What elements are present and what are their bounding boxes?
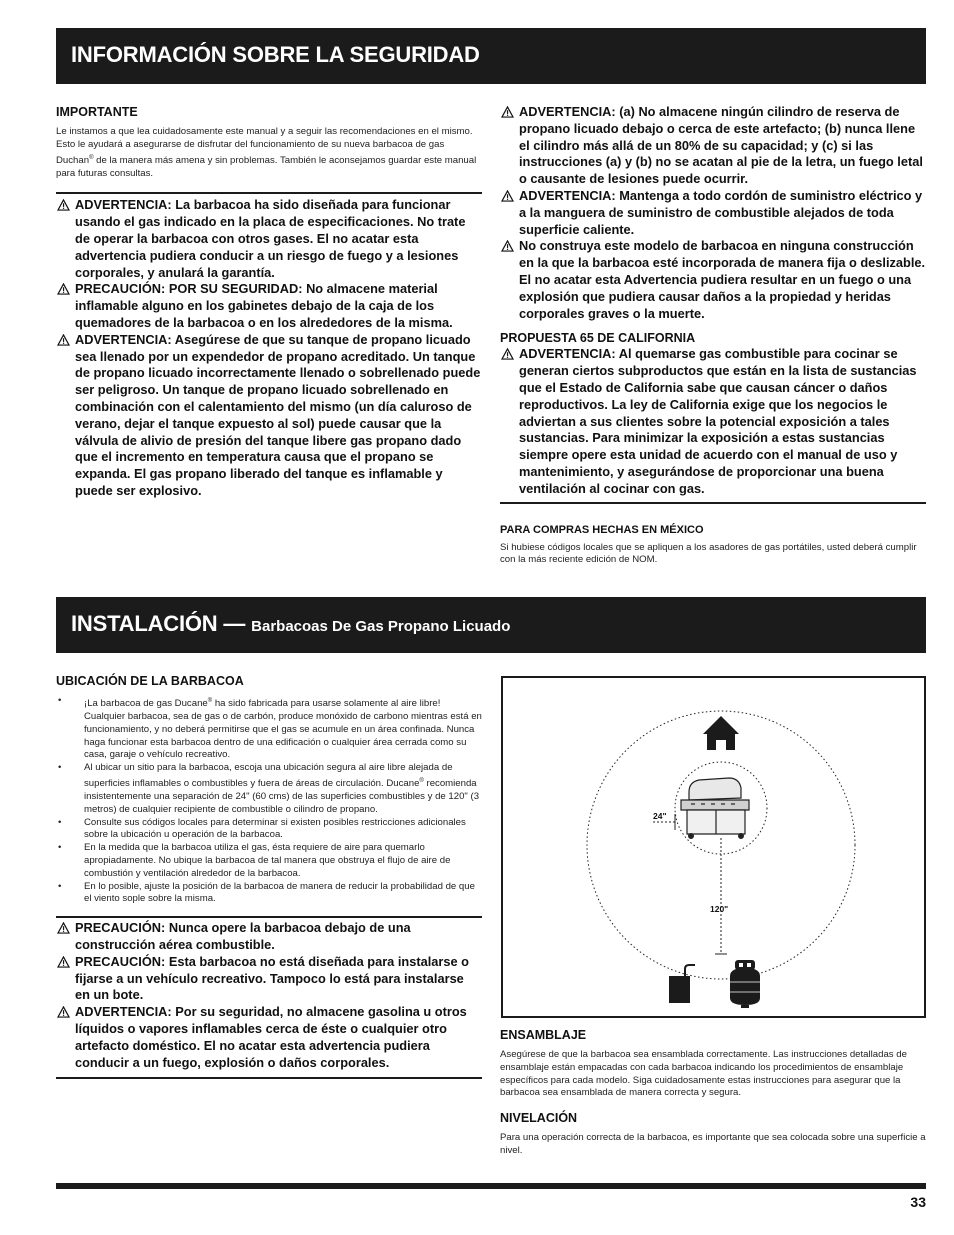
safety-header: [56, 28, 926, 84]
safety-title: INFORMACIÓN SOBRE LA SEGURIDAD: [71, 42, 480, 67]
mexico-text: Si hubiese códigos locales que se apliquen a los asadores de gas portátiles, usted deberá cumplir con la más reciente edición de NOM.: [500, 541, 917, 566]
warning-triangle-icon: [501, 348, 514, 360]
installation-subtitle: Barbacoas De Gas Propano Licuado: [251, 618, 511, 635]
warning-item: ADVERTENCIA: Asegúrese de que su tanque de propano licuado sea llenado por un expendedor de propano acreditado. Un tanque de propano licuado incorrectamente llenado o sobrellenado puede ser peligroso. Un tanque de propano licuado sobrellenado en combinación con el calentamiento del mismo (un día caluroso de verano, dejar el tanque expuesto al sol) puede causar que la válvula de alivio de presión del tanque libere gas propano dado que el incremento en temperatura causa que el propano se expanda. El gas propano liberado del tanque es inflamable y puede ser explosivo.: [56, 332, 482, 500]
installation-title: INSTALACIÓN — Barbacoas De Gas Propano Licuado: [71, 611, 511, 636]
ubicacion-heading: UBICACIÓN DE LA BARBACOA: [56, 674, 244, 688]
label-120: 120": [710, 904, 729, 914]
installation-warnings-rule: [56, 1077, 482, 1079]
warning-item: ADVERTENCIA: (a) No almacene ningún cilindro de reserva de propano licuado debajo o cerca de este artefacto; (b) nunca llene el cilindro más allá de un 80% de su capacidad; y (c) si las instrucciones (a) y (b) no se acatan al pie de la letra, un fuego letal o causante de lesiones puede ocurrir.: [500, 104, 926, 188]
installation-warnings-block: [56, 916, 482, 1071]
left-warnings-block: [56, 192, 482, 499]
importante-text: Le instamos a que lea cuidadosamente este manual y a seguir las recomendaciones en el mismo. Esto le ayudará a asegurarse de disfrutar del funcionamiento de su nueva barbacoa de gas Duchan® de la manera más amena y sin problemas. También le aconsejamos guardar este manual para futuras consultas.: [56, 126, 477, 179]
safety-left-column: [56, 104, 482, 500]
installation-left-column: [56, 673, 482, 1079]
list-item: • En lo posible, ajuste la posición de la barbacoa de manera de reducir la probabilidad de que el viento sople sobre la misma.: [56, 881, 482, 907]
list-item: • Consulte sus códigos locales para determinar si existen posibles restricciones adicionales sobre la ubicación u operación de la barbacoa.: [56, 817, 482, 843]
propane-tank-icon: [730, 960, 760, 1008]
warning-triangle-icon: [501, 106, 514, 118]
warning-triangle-icon: [501, 190, 514, 202]
page-number: 33: [910, 1194, 926, 1210]
safety-right-column: [500, 104, 926, 567]
list-item: • ¡La barbacoa de gas Ducane® ha sido fabricada para usarse solamente al aire libre! Cualquier barbacoa, sea de gas o de carbón, produce monóxido de carbono mientras está en funcionamiento, y no deberá permitirse que el gas se acumule en un área confinada. Nunca haga funcionar esta barbacoa dentro de una edificación o cualquier área cerrada como su casa, garaje o vehículo recreativo.: [56, 695, 482, 762]
warning-item: ADVERTENCIA: Mantenga a todo cordón de suministro eléctrico y a la manguera de suministro de combustible alejados de toda superficie caliente.: [500, 188, 926, 238]
footer-rule: [56, 1183, 926, 1189]
warning-triangle-icon: [57, 199, 70, 211]
nivelacion-text: Para una operación correcta de la barbacoa, es importante que sea colocada sobre una superficie a nivel.: [500, 1132, 926, 1156]
ubicacion-list: [56, 695, 482, 906]
warning-triangle-icon: [57, 1006, 70, 1018]
warning-item: PRECAUCIÓN: Nunca opere la barbacoa debajo de una construcción aérea combustible.: [56, 920, 482, 954]
warning-item: PRECAUCIÓN: Esta barbacoa no está diseñada para instalarse o fijarse a un vehículo recreativo. Tampoco lo está para instalarse en un bote.: [56, 954, 482, 1004]
warning-item: No construya este modelo de barbacoa en ninguna construcción en la que la barbacoa esté incorporada de manera fija o deslizable. El no acatar esta Advertencia pudiera resultar en un fuego o una explosión que pudiera causar daños a la propiedad y heridas corporales graves o la muerte.: [500, 238, 926, 322]
gas-can-icon: [669, 964, 695, 1003]
house-icon: [703, 716, 739, 750]
grill-icon: [681, 778, 749, 838]
warning-triangle-icon: [57, 922, 70, 934]
ensamblaje-heading: ENSAMBLAJE: [500, 1028, 587, 1042]
label-24: 24": [653, 811, 667, 821]
prop65-rule: [500, 502, 926, 504]
mexico-heading: PARA COMPRAS HECHAS EN MÉXICO: [500, 523, 704, 536]
warning-item: ADVERTENCIA: La barbacoa ha sido diseñada para funcionar usando el gas indicado en la placa de especificaciones. No trate de operar la barbacoa con otros gases. El no acatar esta advertencia pudiera conducir a un riesgo de fuego y a lesiones corporales, y anulará la garantía.: [56, 197, 482, 281]
installation-header: [56, 597, 926, 653]
prop65-warning: ADVERTENCIA: Al quemarse gas combustible para cocinar se generan ciertos subproductos que están en la lista de sustancias que el Estado de California sabe que causan cáncer o daños reproductivos. La ley de California exige que los negocios le adviertan a sus clientes sobre la potencial exposición a tales sustancias. Para minimizar la exposición a estas sustancias siempre opere esta unidad de acuerdo con el manual de uso y mantenimiento, y asegurándose de proporcionar una buena ventilación al cocinar con gas.: [500, 346, 926, 497]
list-item: • Al ubicar un sitio para la barbacoa, escoja una ubicación segura al aire libre alejada de superficies inflamables o combustibles y fuera de áreas de circulación. Ducane® recomienda insistentemente una separación de 24" (60 cms) de las superficies combustibles y de 120" (3 metros) de cualquier recipiente de combustible o cilindro de propano.: [56, 762, 482, 816]
prop65-heading: PROPUESTA 65 DE CALIFORNIA: [500, 331, 696, 346]
ensamblaje-text: Asegúrese de que la barbacoa sea ensamblada correctamente. Las instrucciones detalladas de ensamblaje están empacadas con cada barbacoa indicando los procedimientos de ensamblaje específicos para cada modelo. Siga cuidadosamente estas instrucciones para asegurar que la barbacoa sea ensamblada de manera correcta y segura.: [500, 1049, 907, 1099]
warning-triangle-icon: [57, 334, 70, 346]
warning-triangle-icon: [57, 283, 70, 295]
importante-heading: IMPORTANTE: [56, 105, 138, 119]
warning-item: ADVERTENCIA: Por su seguridad, no almacene gasolina u otros líquidos o vapores inflamables cerca de éste o cualquier otro artefacto doméstico. El no acatar esta advertencia pudiera conducir a un fuego, explosión o daños corporales.: [56, 1004, 482, 1071]
clearance-diagram: [501, 676, 926, 1018]
warning-item: PRECAUCIÓN: POR SU SEGURIDAD: No almacene material inflamable alguno en los gabinetes debajo de la caja de los quemadores de la barbacoa o en los alrededores de la misma.: [56, 281, 482, 331]
nivelacion-heading: NIVELACIÓN: [500, 1111, 578, 1126]
list-item: • En la medida que la barbacoa utiliza el gas, ésta requiere de aire para quemarlo apropiadamente. No ubique la barbacoa de tal manera que obstruya el flujo de aire de combustión y ventilación alrededor de la barbacoa.: [56, 842, 482, 880]
warning-triangle-icon: [57, 956, 70, 968]
warning-triangle-icon: [501, 240, 514, 252]
installation-right-column: [500, 1027, 926, 1158]
